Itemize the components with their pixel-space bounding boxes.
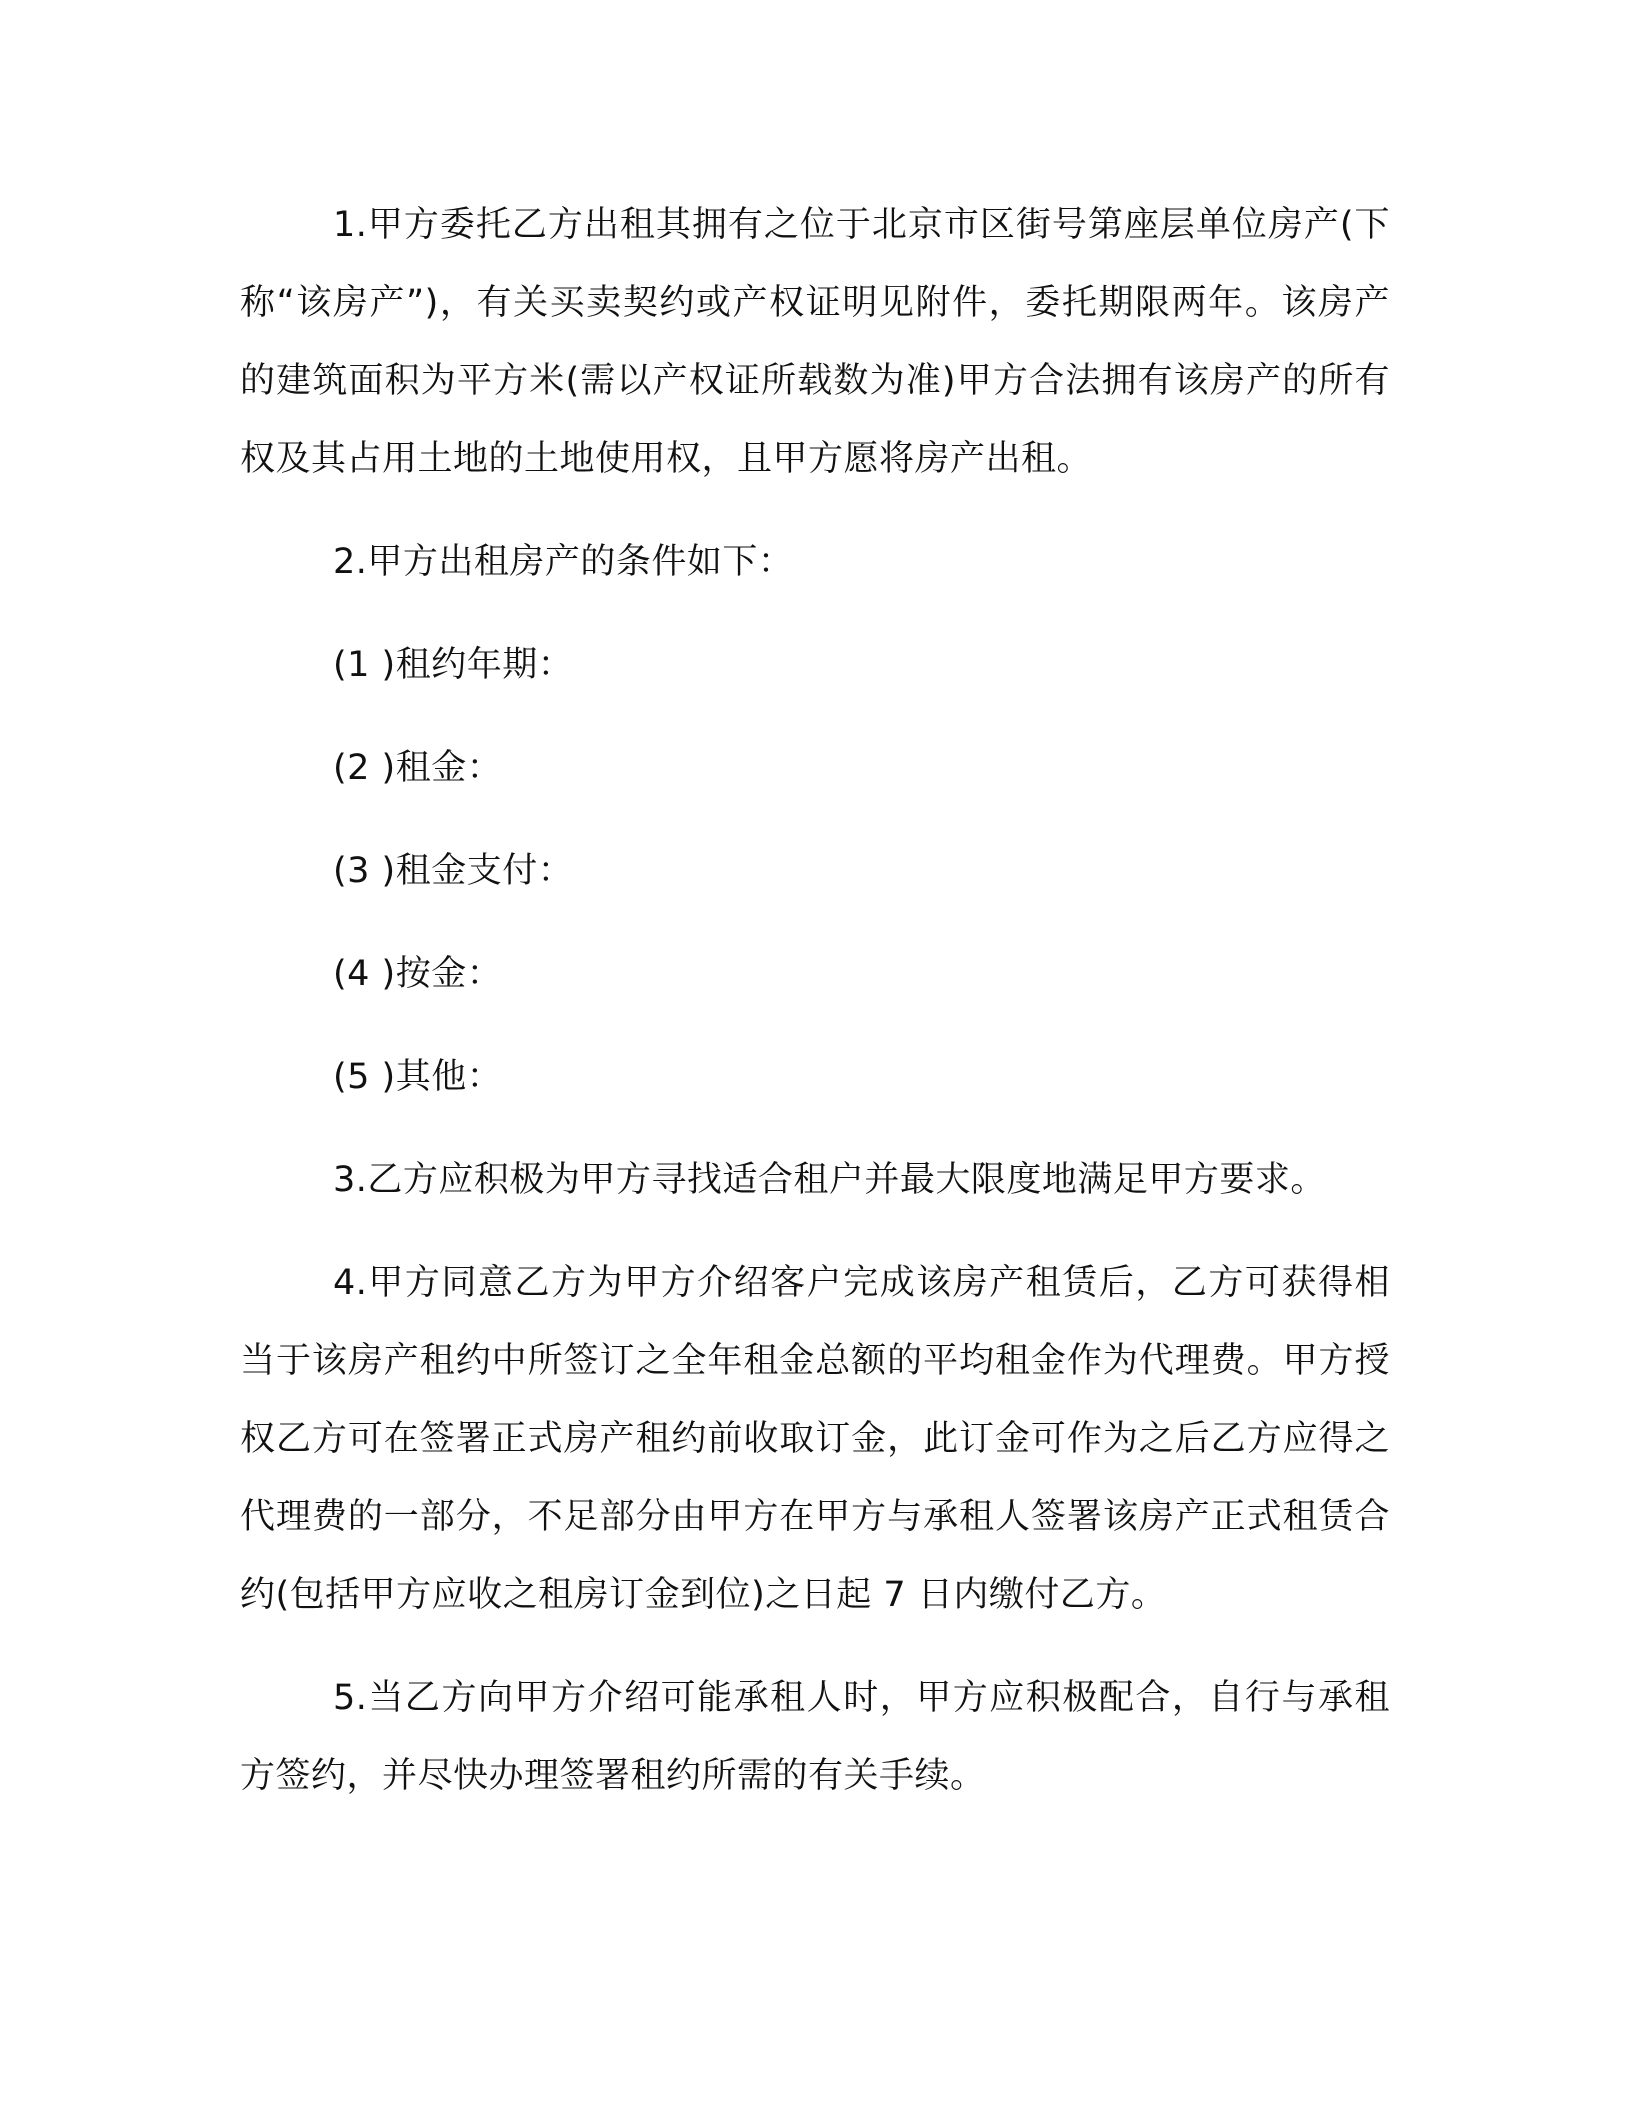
paragraph-clause-1: 1.甲方委托乙方出租其拥有之位于北京市区街号第座层单位房产(下称“该房产”)，有关买卖契约或产权证明见附件，委托期限两年。该房产的建筑面积为平方米(需以产权证所载数为准)甲方合法拥有该房产的所有权及其占用土地的土地使用权，且甲方愿将房产出租。 (240, 205, 1390, 479)
paragraph-clause-4: 4.甲方同意乙方为甲方介绍客户完成该房产租赁后，乙方可获得相当于该房产租约中所签订之全年租金总额的平均租金作为代理费。甲方授权乙方可在签署正式房产租约前收取订金，此订金可作为之后乙方应得之代理费的一部分，不足部分由甲方在甲方与承租人签署该房产正式租赁合约(包括甲方应收之租房订金到位)之日起 7 日内缴付乙方。 (240, 1263, 1390, 1615)
paragraph-clause-3: 3.乙方应积极为甲方寻找适合租户并最大限度地满足甲方要求。 (333, 1160, 1326, 1200)
paragraph-term-5: (5 )其他： (333, 1057, 503, 1097)
paragraph-term-4: (4 )按金： (333, 954, 503, 994)
paragraph-clause-2: 2.甲方出租房产的条件如下： (333, 542, 794, 582)
paragraph-term-2: (2 )租金： (333, 748, 503, 788)
paragraph-term-1: (1 )租约年期： (333, 645, 574, 685)
paragraph-clause-5: 5.当乙方向甲方介绍可能承租人时，甲方应积极配合，自行与承租方签约，并尽快办理签署租约所需的有关手续。 (240, 1678, 1390, 1796)
document-body (240, 186, 1390, 1840)
paragraph-term-3: (3 )租金支付： (333, 851, 574, 891)
